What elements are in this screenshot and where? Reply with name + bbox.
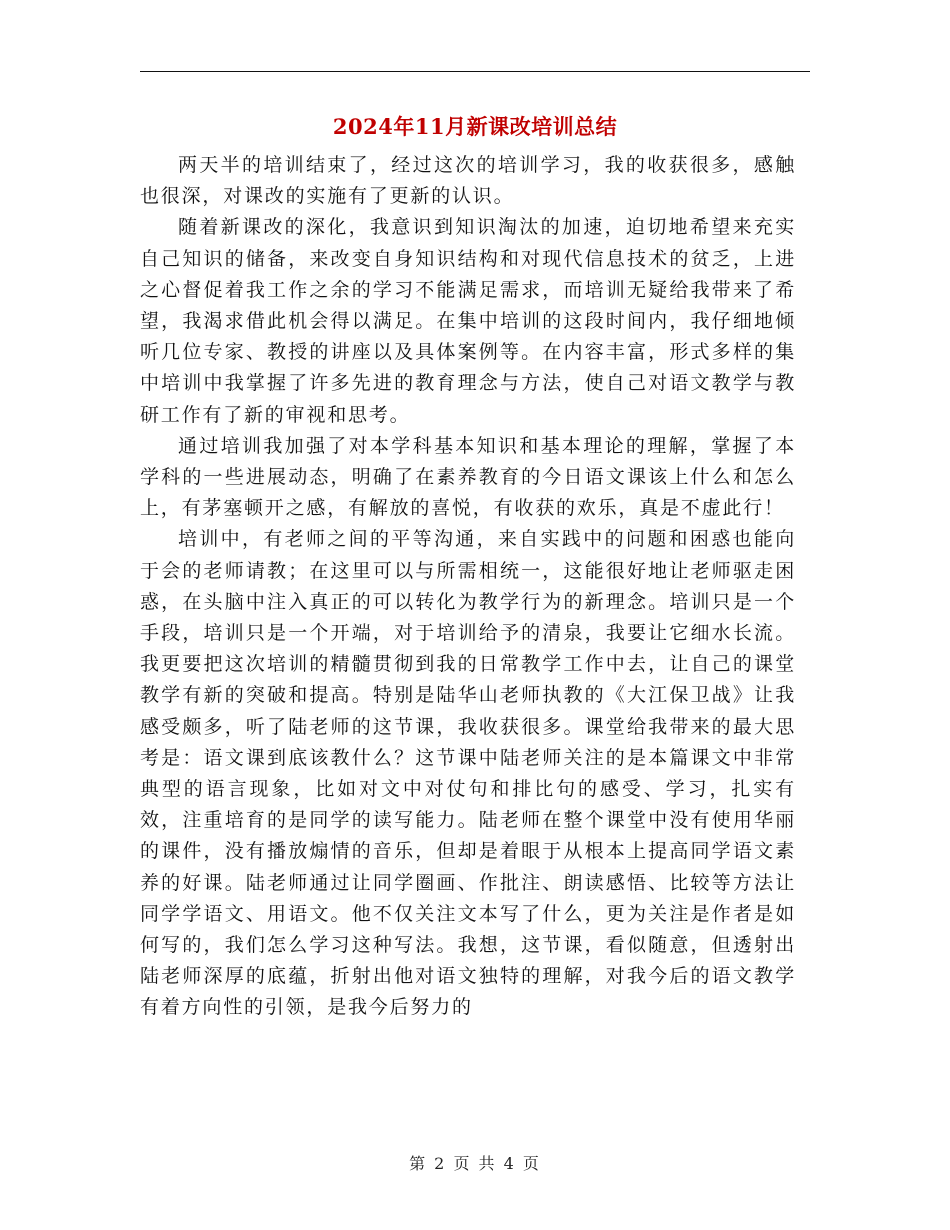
paragraph-4: 培训中，有老师之间的平等沟通，来自实践中的问题和困惑也能向于会的老师请教；在这里可以与所需相统一，这能很好地让老师驱走困惑，在头脑中注入真正的可以转化为教学行为的新理念。培训只是一个手段，培训只是一个开端，对于培训给予的清泉，我要让它细水长流。我更要把这次培训的精髓贯彻到我的日常教学工作中去，让自己的课堂教学有新的突破和提高。特别是陆华山老师执教的《大江保卫战》让我感受颇多，听了陆老师的这节课，我收获很多。课堂给我带来的最大思考是：语文课到底该教什么？这节课中陆老师关注的是本篇课文中非常典型的语言现象，比如对文中对仗句和排比句的感受、学习，扎实有效，注重培育的是同学的读写能力。陆老师在整个课堂中没有使用华丽的课件，没有播放煽情的音乐，但却是着眼于从根本上提高同学语文素养的好课。陆老师通过让同学圈画、作批注、朗读感悟、比较等方法让同学学语文、用语文。他不仅关注文本写了什么，更为关注是作者是如何写的，我们怎么学习这种写法。我想，这节课，看似随意，但透射出陆老师深厚的底蕴，折射出他对语文独特的理解，对我今后的语文教学有着方向性的引领，是我今后努力的 xyxy=(140,528,796,1019)
paragraph-3: 通过培训我加强了对本学科基本知识和基本理论的理解，掌握了本学科的一些进展动态，明确了在素养教育的今日语文课该上什么和怎么上，有茅塞顿开之感，有解放的喜悦，有收获的欢乐，真是不虚此行！ xyxy=(140,434,796,520)
paragraph-2: 随着新课改的深化，我意识到知识淘汰的加速，迫切地希望来充实自己知识的储备，来改变自身知识结构和对现代信息技术的贫乏，上进之心督促着我工作之余的学习不能满足需求，而培训无疑给我带来了希望，我渴求借此机会得以满足。在集中培训的这段时间内，我仔细地倾听几位专家、教授的讲座以及具体案例等。在内容丰富，形式多样的集中培训中我掌握了许多先进的教育理念与方法，使自己对语文教学与教研工作有了新的审视和思考。 xyxy=(140,216,796,426)
paragraph-1: 两天半的培训结束了，经过这次的培训学习，我的收获很多，感触也很深，对课改的实施有了更新的认识。 xyxy=(140,154,796,208)
document-title: 2024年11月新课改培训总结 xyxy=(332,114,618,139)
document-body xyxy=(140,150,796,1024)
header-rule xyxy=(140,71,810,72)
page-number-footer: 第 2 页 共 4 页 xyxy=(409,1154,541,1173)
